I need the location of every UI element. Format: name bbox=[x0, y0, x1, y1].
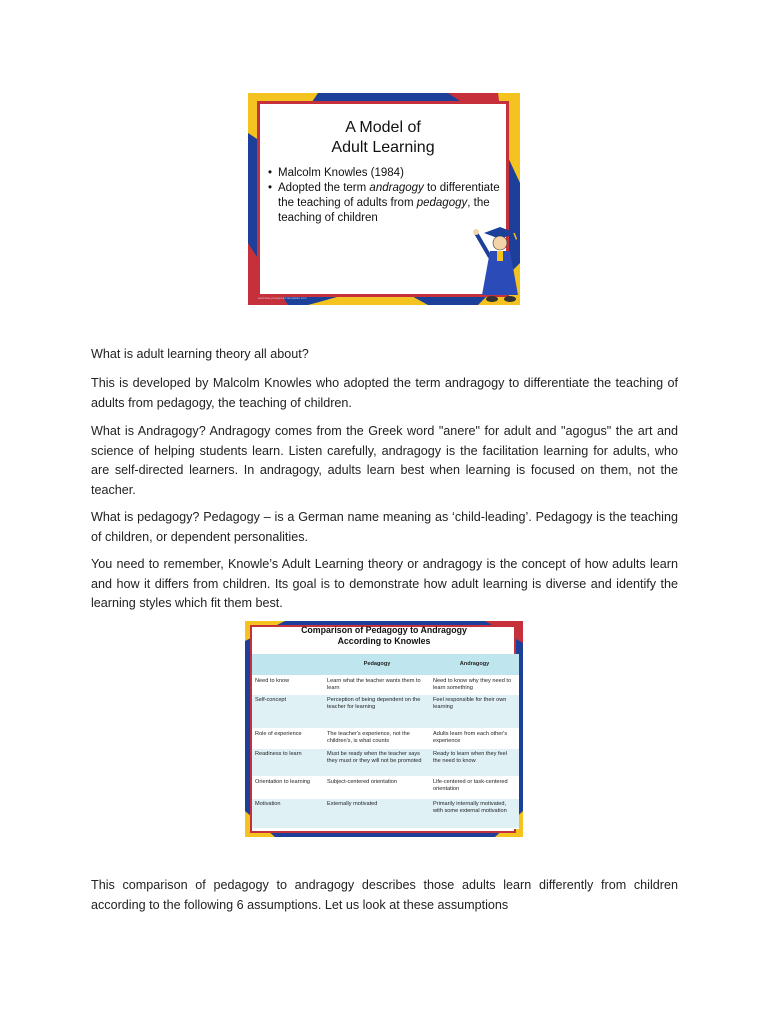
bullet2-text-c: , the teaching of children bbox=[278, 197, 490, 224]
pedagogy-cell: Perception of being dependent on the teacher for learning bbox=[324, 695, 430, 729]
graduate-cartoon-icon bbox=[464, 219, 520, 305]
header-cell-pedagogy: Pedagogy bbox=[324, 654, 430, 676]
slide-footer-credit: www.free-powerpoint-templates.com bbox=[258, 296, 307, 300]
table-row bbox=[252, 799, 519, 829]
comparison-table bbox=[252, 654, 519, 829]
slide-image-adult-learning-model bbox=[248, 93, 520, 305]
table-row bbox=[252, 729, 519, 749]
comparison-title-line2: According to Knowles bbox=[337, 636, 431, 646]
bullet2-text-a: Adopted the term bbox=[278, 182, 370, 194]
comparison-title-line1: Comparison of Pedagogy to Andragogy bbox=[301, 625, 467, 635]
andragogy-cell: Feel responsible for their own learning bbox=[430, 695, 519, 729]
andragogy-cell: Adults learn from each other's experience bbox=[430, 729, 519, 749]
row-label: Role of experience bbox=[252, 729, 324, 749]
table-row bbox=[252, 749, 519, 777]
paragraph-comparison-assumptions: This comparison of pedagogy to andragogy describes those adults learn differently from children according to the following 6 assumptions. Let us look at these assumptions bbox=[91, 878, 678, 912]
slide-bullets bbox=[268, 166, 508, 226]
andragogy-cell: Primarily internally motivated, with some external motivation bbox=[430, 799, 519, 829]
pedagogy-cell: The teacher's experience, not the children's, is what counts bbox=[324, 729, 430, 749]
table-row bbox=[252, 676, 519, 695]
table-row bbox=[252, 695, 519, 729]
pedagogy-cell: Must be ready when the teacher says they must or they will not be promoted bbox=[324, 749, 430, 777]
row-label: Orientation to learning bbox=[252, 777, 324, 799]
paragraph-what-is-pedagogy: What is pedagogy? Pedagogy – is a German name meaning as ‘child-leading’. Pedagogy is the teaching of children, or dependent personalities. bbox=[91, 510, 678, 544]
slide-title-line2: Adult Learning bbox=[331, 139, 435, 156]
pedagogy-cell: Subject-centered orientation bbox=[324, 777, 430, 799]
bullet2-text-b: to differentiate the teaching of adults from bbox=[278, 182, 500, 209]
pedagogy-cell: Learn what the teacher wants them to learn bbox=[324, 676, 430, 695]
header-cell-blank bbox=[252, 654, 324, 676]
pedagogy-cell: Externally motivated bbox=[324, 799, 430, 829]
paragraph-knowles-developed: This is developed by Malcolm Knowles who adopted the term andragogy to differentiate the teaching of adults from pedagogy, the teaching of children. bbox=[91, 376, 678, 410]
paragraph-knowles-theory: You need to remember, Knowle’s Adult Learning theory or andragogy is the concept of how adults learn and how it differs from children. Its goal is to demonstrate how adult learning is diverse and identify the learning styles which fit them best. bbox=[91, 557, 678, 610]
row-label: Motivation bbox=[252, 799, 324, 829]
table-row bbox=[252, 777, 519, 799]
paragraph-question-intro: What is adult learning theory all about? bbox=[91, 347, 309, 361]
slide-content-area bbox=[257, 101, 509, 297]
comparison-title bbox=[245, 625, 523, 647]
andragogy-cell: Need to know why they need to learn something bbox=[430, 676, 519, 695]
andragogy-cell: Ready to learn when they feel the need to know bbox=[430, 749, 519, 777]
row-label: Readiness to learn bbox=[252, 749, 324, 777]
slide-bullet-1: • Malcolm Knowles (1984) bbox=[268, 166, 508, 181]
table-header-row bbox=[252, 654, 519, 676]
row-label: Need to know bbox=[252, 676, 324, 695]
slide-image-comparison-table bbox=[245, 621, 523, 837]
slide-title-line1: A Model of bbox=[345, 119, 421, 136]
andragogy-cell: Life-centered or task-centered orientation bbox=[430, 777, 519, 799]
bullet2-term-andragogy: andragogy bbox=[369, 182, 424, 194]
header-cell-andragogy: Andragogy bbox=[430, 654, 519, 676]
bullet2-term-pedagogy: pedagogy bbox=[416, 197, 468, 209]
row-label: Self-concept bbox=[252, 695, 324, 729]
paragraph-what-is-andragogy: What is Andragogy? Andragogy comes from the Greek word "anere" for adult and "agogus" the art and science of helping students learn. Listen carefully, andragogy is the facilitation learning for adults, who are self-directed learners. In andragogy, adults learn best when learning is focused on them, not the teacher. bbox=[91, 424, 678, 497]
